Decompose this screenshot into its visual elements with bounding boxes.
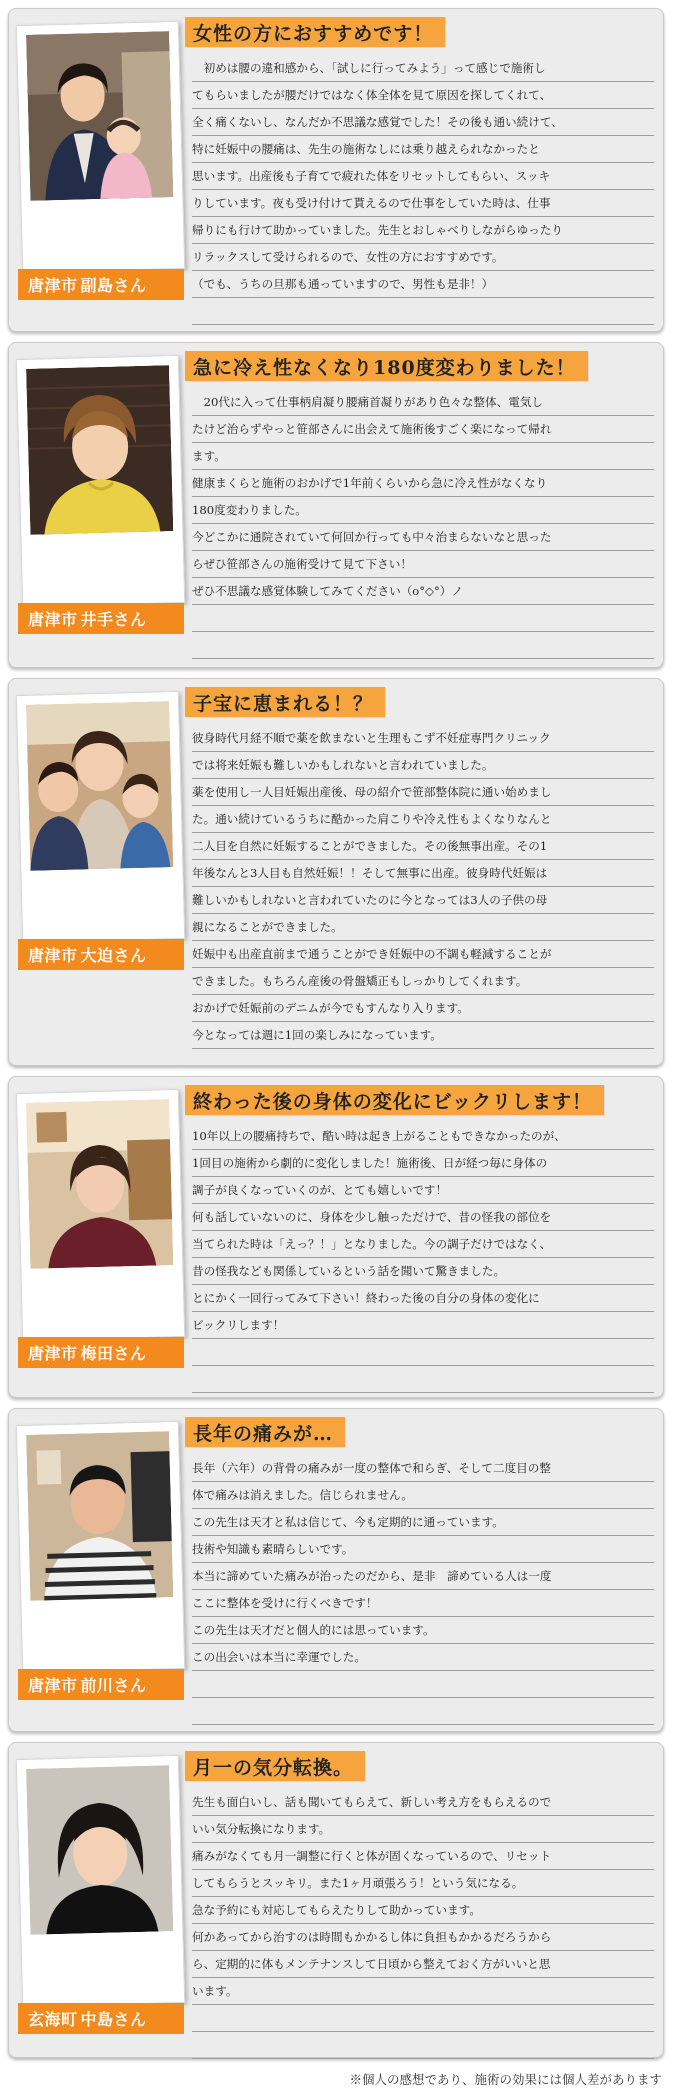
customer-name: 井手さん [80, 610, 147, 629]
testimonial-line: りしています。夜も受け付けて貰えるので仕事をしていた時は、仕事 [192, 196, 551, 210]
customer-name: 前川さん [80, 1676, 147, 1695]
testimonial-title: 急に冷え性なくなり180度変わりました！ [185, 351, 588, 381]
testimonial-line: 彼身時代月経不順で薬を飲まないと生理もこず不妊症専門クリニック [192, 731, 551, 745]
customer-photo [26, 365, 173, 535]
testimonial-line: とにかく一回行ってみて下さい！終わった後の自分の身体の変化に [192, 1291, 540, 1305]
testimonial-line: してもらうとスッキリ。また1ヶ月頑張ろう！という気になる。 [192, 1876, 524, 1890]
testimonial-line: 初めは腰の違和感から、「試しに行ってみよう」って感じで施術し [192, 61, 546, 75]
customer-name: 副島さん [80, 276, 147, 295]
customer-name-tag [18, 1337, 184, 1368]
testimonial-text [192, 725, 654, 1049]
testimonial-line: 何かあってから治すのは時間もかかるし体に負担もかかるだろうから [192, 1930, 552, 1944]
testimonial-card [8, 8, 664, 332]
testimonial-card [8, 678, 664, 1066]
customer-name-tag [18, 2003, 184, 2034]
testimonial-line: 帰りにも行けて助かっていました。先生とおしゃべりしながらゆったり [192, 223, 563, 237]
customer-name-tag [18, 1669, 184, 1700]
testimonial-card [8, 1408, 664, 1732]
testimonial-line: 何も話していないのに、身体を少し触っただけで、昔の怪我の部位を [192, 1210, 552, 1224]
testimonial-text [192, 1789, 654, 2059]
customer-name-tag [18, 939, 184, 970]
customer-photo [26, 1765, 173, 1935]
testimonial-line: てもらいましたが腰だけではなく体全体を見て原因を探してくれて、 [192, 88, 552, 102]
testimonial-line: た。通い続けているうちに酷かった肩こりや冷え性もよくなりなんと [192, 812, 552, 826]
testimonial-title: 月一の気分転換。 [185, 1751, 365, 1781]
testimonial-title: 子宝に恵まれる！？ [185, 687, 385, 717]
testimonial-line: います。 [192, 1984, 238, 1998]
testimonial-line: ビックリします！ [192, 1318, 285, 1332]
testimonial-card [8, 1742, 664, 2058]
testimonial-title: 長年の痛みが… [185, 1417, 345, 1447]
testimonial-line: この先生は天才だと個人的には思っています。 [192, 1623, 435, 1637]
testimonial-text [192, 389, 654, 659]
testimonial-line: 全く痛くないし、なんだか不思議な感覚でした！その後も通い続けて、 [192, 115, 563, 129]
customer-photo-frame [16, 355, 185, 607]
customer-city: 唐津市 [28, 610, 78, 629]
testimonial-line: 健康まくらと施術のおかげで1年前くらいから急に冷え性がなくなり [192, 476, 548, 490]
disclaimer-note: ※個人の感想であり、施術の効果には個人差があります [349, 2073, 662, 2087]
testimonial-line: たけど治らずやっと笹部さんに出会えて施術後すごく楽になって帰れ [192, 422, 552, 436]
testimonial-line: おかげで妊娠前のデニムが今でもすんなり入ります。 [192, 1001, 469, 1015]
customer-city: 唐津市 [28, 276, 78, 295]
testimonial-line: 180度変わりました。 [192, 503, 307, 517]
testimonial-line: 親になることができました。 [192, 920, 343, 934]
testimonial-line: 1回目の施術から劇的に変化しました！施術後、日が経つ毎に身体の [192, 1156, 548, 1170]
testimonial-line: この先生は天才と私は信じて、今も定期的に通っています。 [192, 1515, 504, 1529]
testimonial-line: 年後なんと3人目も自然妊娠！！そして無事に出産。彼身時代妊娠は [192, 866, 548, 880]
customer-photo-frame [16, 691, 185, 943]
customer-name-tag [18, 603, 184, 634]
testimonial-line: 技術や知識も素晴らしいです。 [192, 1542, 354, 1556]
testimonial-line: 本当に諦めていた痛みが治ったのだから、是非 諦めている人は一度 [192, 1569, 552, 1583]
testimonial-line: 体で痛みは消えました。信じられません。 [192, 1488, 413, 1502]
testimonial-line: ここに整体を受けに行くべきです！ [192, 1596, 378, 1610]
testimonial-line: 20代に入って仕事柄肩凝り腰痛首凝りがあり色々な整体、電気し [192, 395, 543, 409]
testimonial-title: 女性の方におすすめです！ [185, 17, 445, 47]
customer-city: 唐津市 [28, 1344, 78, 1363]
testimonial-text [192, 1455, 654, 1725]
customer-city: 玄海町 [28, 2010, 78, 2029]
testimonial-text [192, 55, 654, 325]
testimonial-line: 急な予約にも対応してもらえたりして助かっています。 [192, 1903, 481, 1917]
testimonial-line: 妊娠中も出産直前まで通うことができ妊娠中の不調も軽減することが [192, 947, 552, 961]
customer-name: 大迫さん [80, 946, 147, 965]
testimonial-line: 10年以上の腰痛持ちで、酷い時は起き上がることもできなかったのが、 [192, 1129, 566, 1143]
customer-name: 中島さん [80, 2010, 147, 2029]
testimonial-line: ます。 [192, 449, 226, 463]
testimonial-line: 特に妊娠中の腰痛は、先生の施術なしには乗り越えられなかったと [192, 142, 540, 156]
testimonial-line: らぜひ笹部さんの施術受けて見て下さい！ [192, 557, 412, 571]
testimonial-line: （でも、うちの旦那も通っていますので、男性も是非！） [192, 277, 494, 291]
testimonial-line: 当てられた時は「えっ？！」となりました。今の調子だけではなく、 [192, 1237, 552, 1251]
customer-photo [26, 1431, 173, 1601]
testimonial-card [8, 1076, 664, 1398]
customer-city: 唐津市 [28, 946, 78, 965]
customer-photo [26, 1099, 173, 1269]
testimonial-line: 難しいかもしれないと言われていたのに今となっては3人の子供の母 [192, 893, 548, 907]
testimonial-line: ぜひ不思議な感覚体験してみてください（о°◇°）ノ [192, 584, 463, 598]
customer-city: 唐津市 [28, 1676, 78, 1695]
testimonial-title: 終わった後の身体の変化にビックリします！ [185, 1085, 604, 1115]
testimonial-line: では将来妊娠も難しいかもしれないと言われていました。 [192, 758, 494, 772]
testimonial-line: この出会いは本当に幸運でした。 [192, 1650, 366, 1664]
testimonial-card [8, 342, 664, 668]
testimonial-line: 二人目を自然に妊娠することができました。その後無事出産。その1 [192, 839, 548, 853]
customer-photo [26, 701, 173, 871]
testimonial-line: 調子が良くなっていくのが、とても嬉しいです！ [192, 1183, 448, 1197]
testimonial-line: できました。もちろん産後の骨盤矯正もしっかりしてくれます。 [192, 974, 528, 988]
customer-name: 梅田さん [80, 1344, 147, 1363]
testimonial-line: いい気分転換になります。 [192, 1822, 331, 1836]
testimonial-line: 先生も面白いし、話も聞いてもらえて、新しい考え方をもらえるので [192, 1795, 552, 1809]
testimonial-text [192, 1123, 654, 1393]
testimonial-line: 思います。出産後も子育てで疲れた体をリセットしてもらい、スッキ [192, 169, 551, 183]
customer-photo-frame [16, 1089, 185, 1341]
testimonial-line: 薬を使用し一人目妊娠出産後、母の紹介で笹部整体院に通い始めまし [192, 785, 552, 799]
testimonial-line: 今となっては週に1回の楽しみになっています。 [192, 1028, 442, 1042]
customer-photo-frame [16, 1421, 185, 1673]
testimonial-line: 痛みがなくても月一調整に行くと体が固くなっているので、リセット [192, 1849, 552, 1863]
testimonial-line: 今どこかに通院されていて何回か行っても中々治まらないなと思った [192, 530, 552, 544]
testimonial-line: ら、定期的に体もメンテナンスして日頃から整えておく方がいいと思 [192, 1957, 551, 1971]
testimonial-line: 長年（六年）の背骨の痛みが一度の整体で和らぎ、そして二度目の整 [192, 1461, 551, 1475]
customer-name-tag [18, 269, 184, 300]
customer-photo-frame [16, 21, 185, 273]
testimonial-line: リラックスして受けられるので、女性の方におすすめです。 [192, 250, 504, 264]
customer-photo-frame [16, 1755, 185, 2007]
testimonial-line: 昔の怪我なども関係しているという話を聞いて驚きました。 [192, 1264, 506, 1278]
customer-photo [26, 31, 173, 201]
